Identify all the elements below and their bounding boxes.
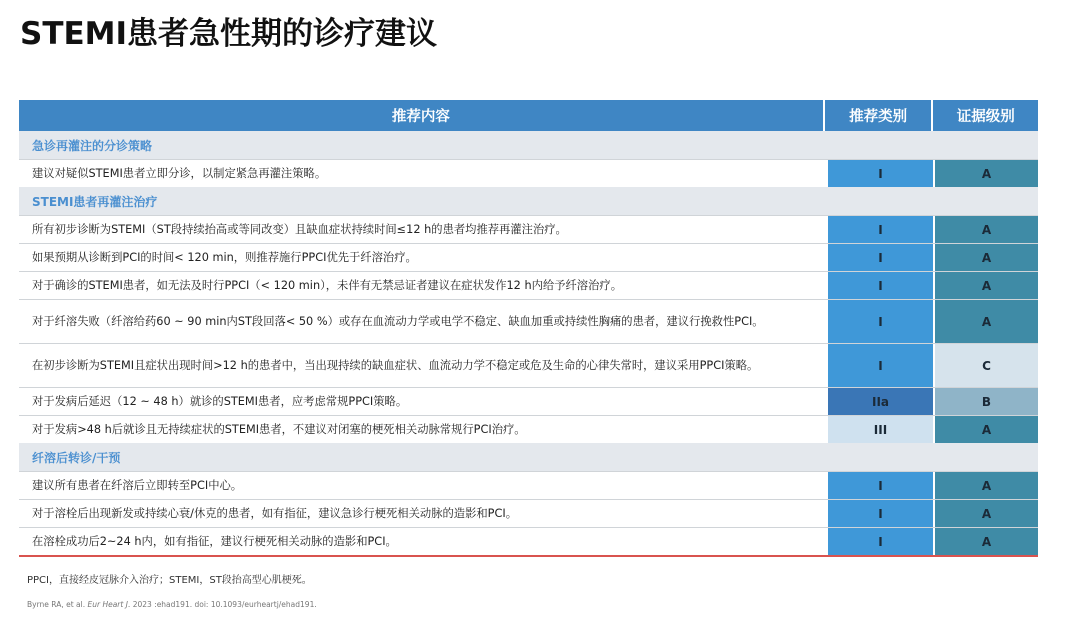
table-row bbox=[19, 499, 1038, 527]
recommendation-text: 建议所有患者在纤溶后立即转至PCI中心。 bbox=[32, 479, 243, 492]
level-cell: A bbox=[933, 160, 1038, 187]
recommendation-text: 对于发病>48 h后就诊且无持续症状的STEMI患者，不建议对闭塞的梗死相关动脉常规行PCI治疗。 bbox=[32, 423, 526, 436]
table-header bbox=[19, 100, 1038, 131]
table-row bbox=[19, 343, 1038, 387]
class-cell: I bbox=[826, 244, 933, 271]
table-row bbox=[19, 471, 1038, 499]
table-row bbox=[19, 415, 1038, 443]
level-cell: A bbox=[933, 216, 1038, 243]
section-header: 纤溶后转诊/干预 bbox=[19, 443, 1038, 471]
table-row bbox=[19, 243, 1038, 271]
ref-rest: . 2023 :ehad191. doi: 10.1093/eurheartj/ehad191. bbox=[127, 600, 317, 609]
class-cell: I bbox=[826, 528, 933, 555]
recommendation-text: 如果预期从诊断到PCI的时间< 120 min，则推荐施行PPCI优先于纤溶治疗。 bbox=[32, 251, 417, 264]
page-title: STEMI患者急性期的诊疗建议 bbox=[20, 16, 438, 52]
class-cell: I bbox=[826, 272, 933, 299]
recommendation-text: 在初步诊断为STEMI且症状出现时间>12 h的患者中，当出现持续的缺血症状、血流动力学不稳定或危及生命的心律失常时，建议采用PPCI策略。 bbox=[32, 359, 759, 372]
abbreviation-footnote: PPCI，直接经皮冠脉介入治疗；STEMI，ST段抬高型心肌梗死。 bbox=[27, 575, 312, 586]
recommendation-text: 对于确诊的STEMI患者，如无法及时行PPCI（< 120 min），未伴有无禁忌证者建议在症状发作12 h内给予纤溶治疗。 bbox=[32, 279, 622, 292]
header-level: 证据级别 bbox=[956, 109, 1015, 125]
level-cell: A bbox=[933, 244, 1038, 271]
class-cell: I bbox=[826, 216, 933, 243]
class-cell: I bbox=[826, 472, 933, 499]
table-row bbox=[19, 271, 1038, 299]
level-cell: A bbox=[933, 272, 1038, 299]
table-row bbox=[19, 215, 1038, 243]
table-row bbox=[19, 527, 1038, 555]
table-row bbox=[19, 159, 1038, 187]
level-cell: A bbox=[933, 416, 1038, 443]
table-row bbox=[19, 299, 1038, 343]
recommendation-text: 对于纤溶失败（纤溶给药60 ~ 90 min内ST段回落< 50 %）或存在血流动力学或电学不稳定、缺血加重或持续性胸痛的患者，建议行挽救性PCI。 bbox=[32, 315, 764, 328]
recommendation-text: 所有初步诊断为STEMI（ST段持续抬高或等同改变）且缺血症状持续时间≤12 h的患者均推荐再灌注治疗。 bbox=[32, 223, 567, 236]
level-cell: A bbox=[933, 300, 1038, 343]
level-cell: A bbox=[933, 528, 1038, 555]
section-header: 急诊再灌注的分诊策略 bbox=[19, 131, 1038, 159]
section-header: STEMI患者再灌注治疗 bbox=[19, 187, 1038, 215]
ref-journal: Eur Heart J bbox=[87, 600, 128, 609]
recommendation-text: 对于溶栓后出现新发或持续心衰/休克的患者，如有指征，建议急诊行梗死相关动脉的造影和PCI。 bbox=[32, 507, 518, 520]
recommendation-table bbox=[19, 100, 1038, 557]
level-cell: B bbox=[933, 388, 1038, 415]
header-class: 推荐类别 bbox=[825, 100, 934, 131]
class-cell: I bbox=[826, 344, 933, 387]
ref-authors: Byrne RA, et al. bbox=[27, 600, 88, 609]
header-content: 推荐内容 bbox=[19, 100, 825, 131]
class-cell: III bbox=[826, 416, 933, 443]
table-row bbox=[19, 387, 1038, 415]
recommendation-text: 在溶栓成功后2~24 h内，如有指征，建议行梗死相关动脉的造影和PCI。 bbox=[32, 535, 397, 548]
class-cell: I bbox=[826, 160, 933, 187]
reference-citation bbox=[27, 600, 317, 609]
level-cell: A bbox=[933, 472, 1038, 499]
level-cell: A bbox=[933, 500, 1038, 527]
class-cell: I bbox=[826, 500, 933, 527]
class-cell: IIa bbox=[826, 388, 933, 415]
recommendation-text: 建议对疑似STEMI患者立即分诊，以制定紧急再灌注策略。 bbox=[32, 167, 327, 180]
class-cell: I bbox=[826, 300, 933, 343]
recommendation-text: 对于发病后延迟（12 ~ 48 h）就诊的STEMI患者，应考虑常规PPCI策略。 bbox=[32, 395, 408, 408]
level-cell: C bbox=[933, 344, 1038, 387]
